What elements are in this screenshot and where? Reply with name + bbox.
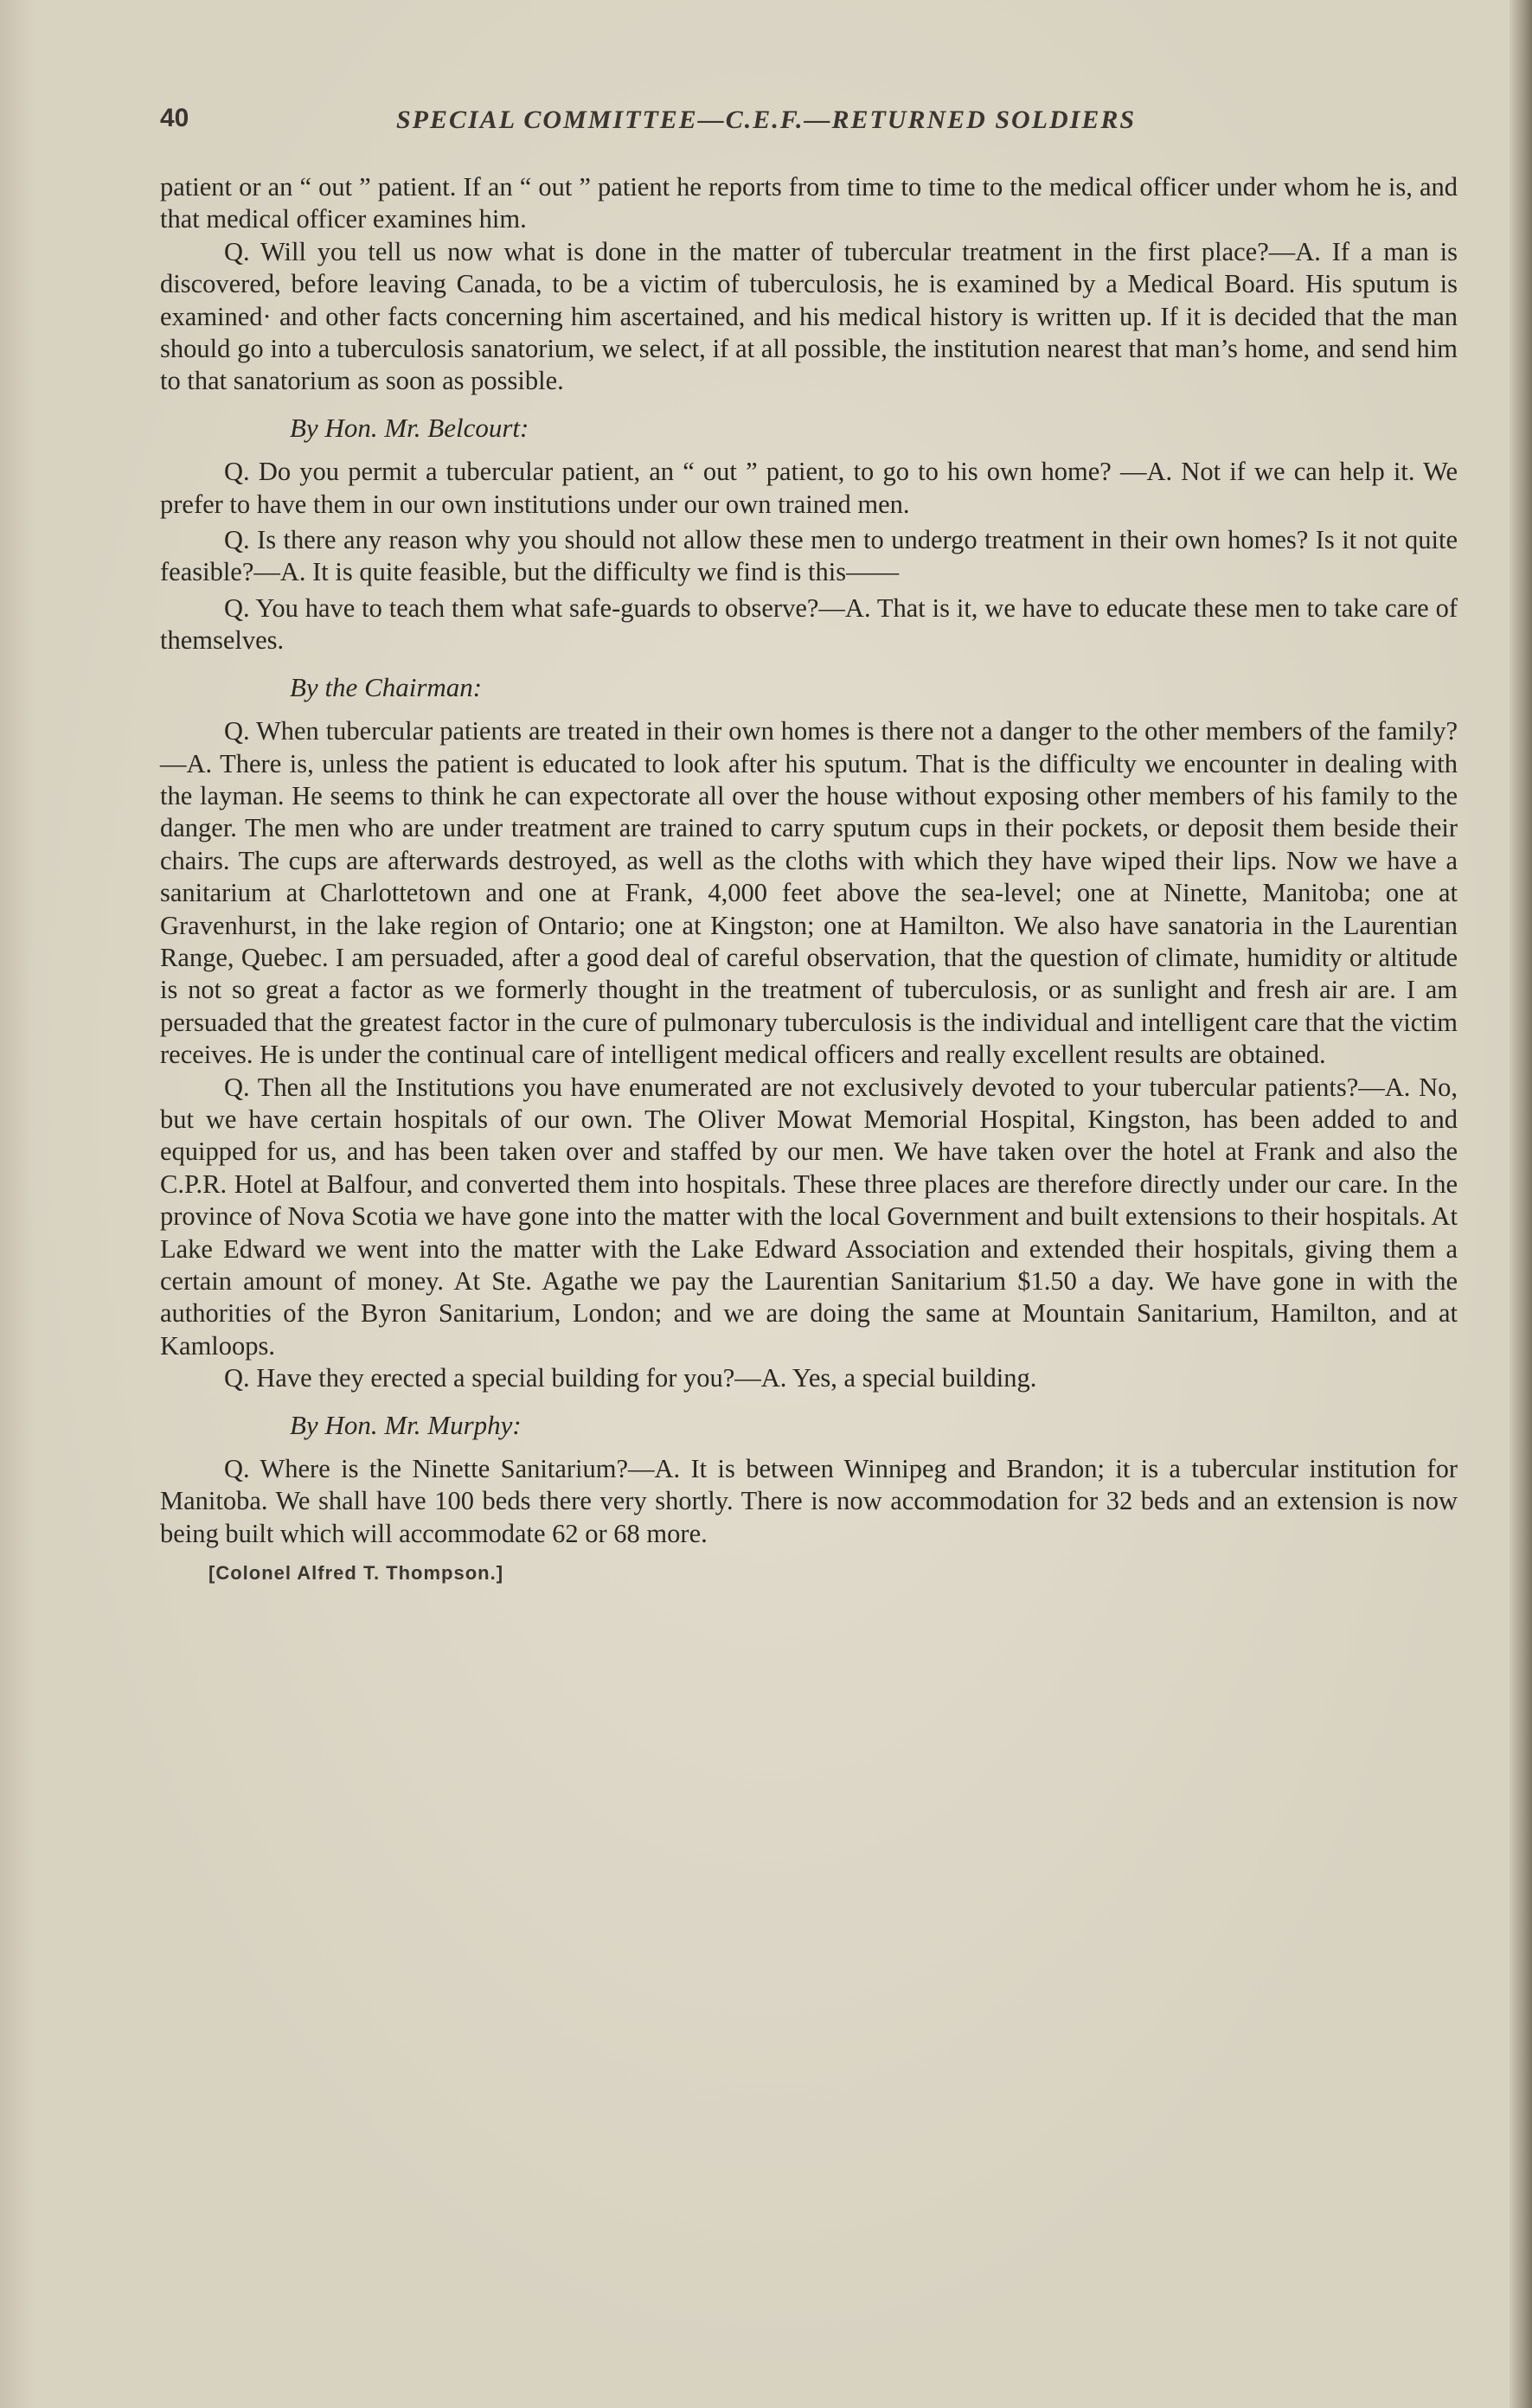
speaker-heading: By Hon. Mr. Belcourt:	[290, 412, 529, 443]
paragraph: patient or an “ out ” patient. If an “ out ” patient he reports from time to time to the medical officer under whom he is, and that medical officer examines him.	[160, 172, 1458, 234]
paragraph: Q. Where is the Ninette Sanitarium?—A. It is between Winnipeg and Brandon; it is a tubercular institution for Manitoba. We shall have 100 beds there very shortly. There is now accommodation for 32 beds and an extension is now being built which will accommodate 62 or 68 more.	[160, 1454, 1458, 1548]
witness-note: [Colonel Alfred T. Thompson.]	[208, 1562, 504, 1585]
body-text	[160, 171, 1458, 1550]
page-content	[160, 95, 1458, 1585]
running-head: SPECIAL COMMITTEE—C.E.F.—RETURNED SOLDIERS	[396, 106, 1137, 134]
paragraph: Q. Will you tell us now what is done in the matter of tubercular treatment in the first place?—A. If a man is discovered, before leaving Canada, to be a victim of tuberculosis, he is examined by a Medical Board. His sputum is examined· and other facts concerning him ascertained, and his medical history is written up. If it is decided that the man should go into a tuberculosis sanatorium, we select, if at all possible, the institution nearest that man’s home, and send him to that sanatorium as soon as possible.	[160, 236, 1458, 396]
paragraph: Q. Is there any reason why you should not allow these men to undergo treatment in their own homes? Is it not quite feasible?—A. It is quite feasible, but the difficulty we find is this——	[160, 525, 1458, 587]
paragraph: Q. Then all the Institutions you have enumerated are not exclusively devoted to your tubercular patients?—A. No, but we have certain hospitals of our own. The Oliver Mowat Memorial Hospital, Kingston, has been added to and equipped for us, and has been taken over and staffed by our men. We have taken over the hotel at Frank and also the C.P.R. Hotel at Balfour, and converted them into hospitals. These three places are therefore directly under our care. In the province of Nova Scotia we have gone into the matter with the local Government and built extensions to their hospitals. At Lake Edward we went into the matter with the Lake Edward Association and extended their hospitals, giving them a certain amount of money. At Ste. Agathe we pay the Laurentian Sanitarium $1.50 a day. We have gone in with the authorities of the Byron Sanitarium, London; and we are doing the same at Mountain Sanitarium, Hamilton, and at Kamloops.	[160, 1072, 1458, 1361]
speaker-heading: By the Chairman:	[290, 671, 483, 702]
paragraph: Q. Have they erected a special building for you?—A. Yes, a special building.	[224, 1363, 1037, 1393]
paragraph: Q. Do you permit a tubercular patient, an “ out ” patient, to go to his own home? —A. Not if we can help it. We prefer to have them in our own institutions under our own trained men.	[160, 457, 1458, 519]
paragraph: Q. When tubercular patients are treated in their own homes is there not a danger to the other members of the family?—A. There is, unless the patient is educated to look after his sputum. That is the difficulty we encounter in dealing with the layman. He seems to think he can expectorate all over the house without exposing other members of his family to the danger. The men who are under treatment are trained to carry sputum cups in their pockets, or deposit them beside their chairs. The cups are afterwards destroyed, as well as the cloths with which they have wiped their lips. Now we have a sanitarium at Charlottetown and one at Frank, 4,000 feet above the sea-level; one at Ninette, Manitoba; one at Gravenhurst, in the lake region of Ontario; one at Kingston; one at Hamilton. We also have sanatoria in the Laurentian Range, Quebec. I am persuaded, after a good deal of careful observation, that the question of climate, humidity or altitude is not so great a factor as we formerly thought in the treatment of tuberculosis, or as sunlight and fresh air are. I am persuaded that the greatest factor in the cure of pulmonary tuberculosis is the individual and intelligent care that the victim receives. He is under the continual care of intelligent medical officers and really excellent results are obtained.	[160, 716, 1458, 1070]
page-number: 40	[160, 104, 189, 132]
speaker-heading: By Hon. Mr. Murphy:	[290, 1409, 522, 1440]
paragraph: Q. You have to teach them what safe-guards to observe?—A. That is it, we have to educate these men to take care of themselves.	[160, 592, 1458, 656]
book-spine-edge	[1510, 0, 1532, 2408]
page-header	[160, 95, 1458, 147]
